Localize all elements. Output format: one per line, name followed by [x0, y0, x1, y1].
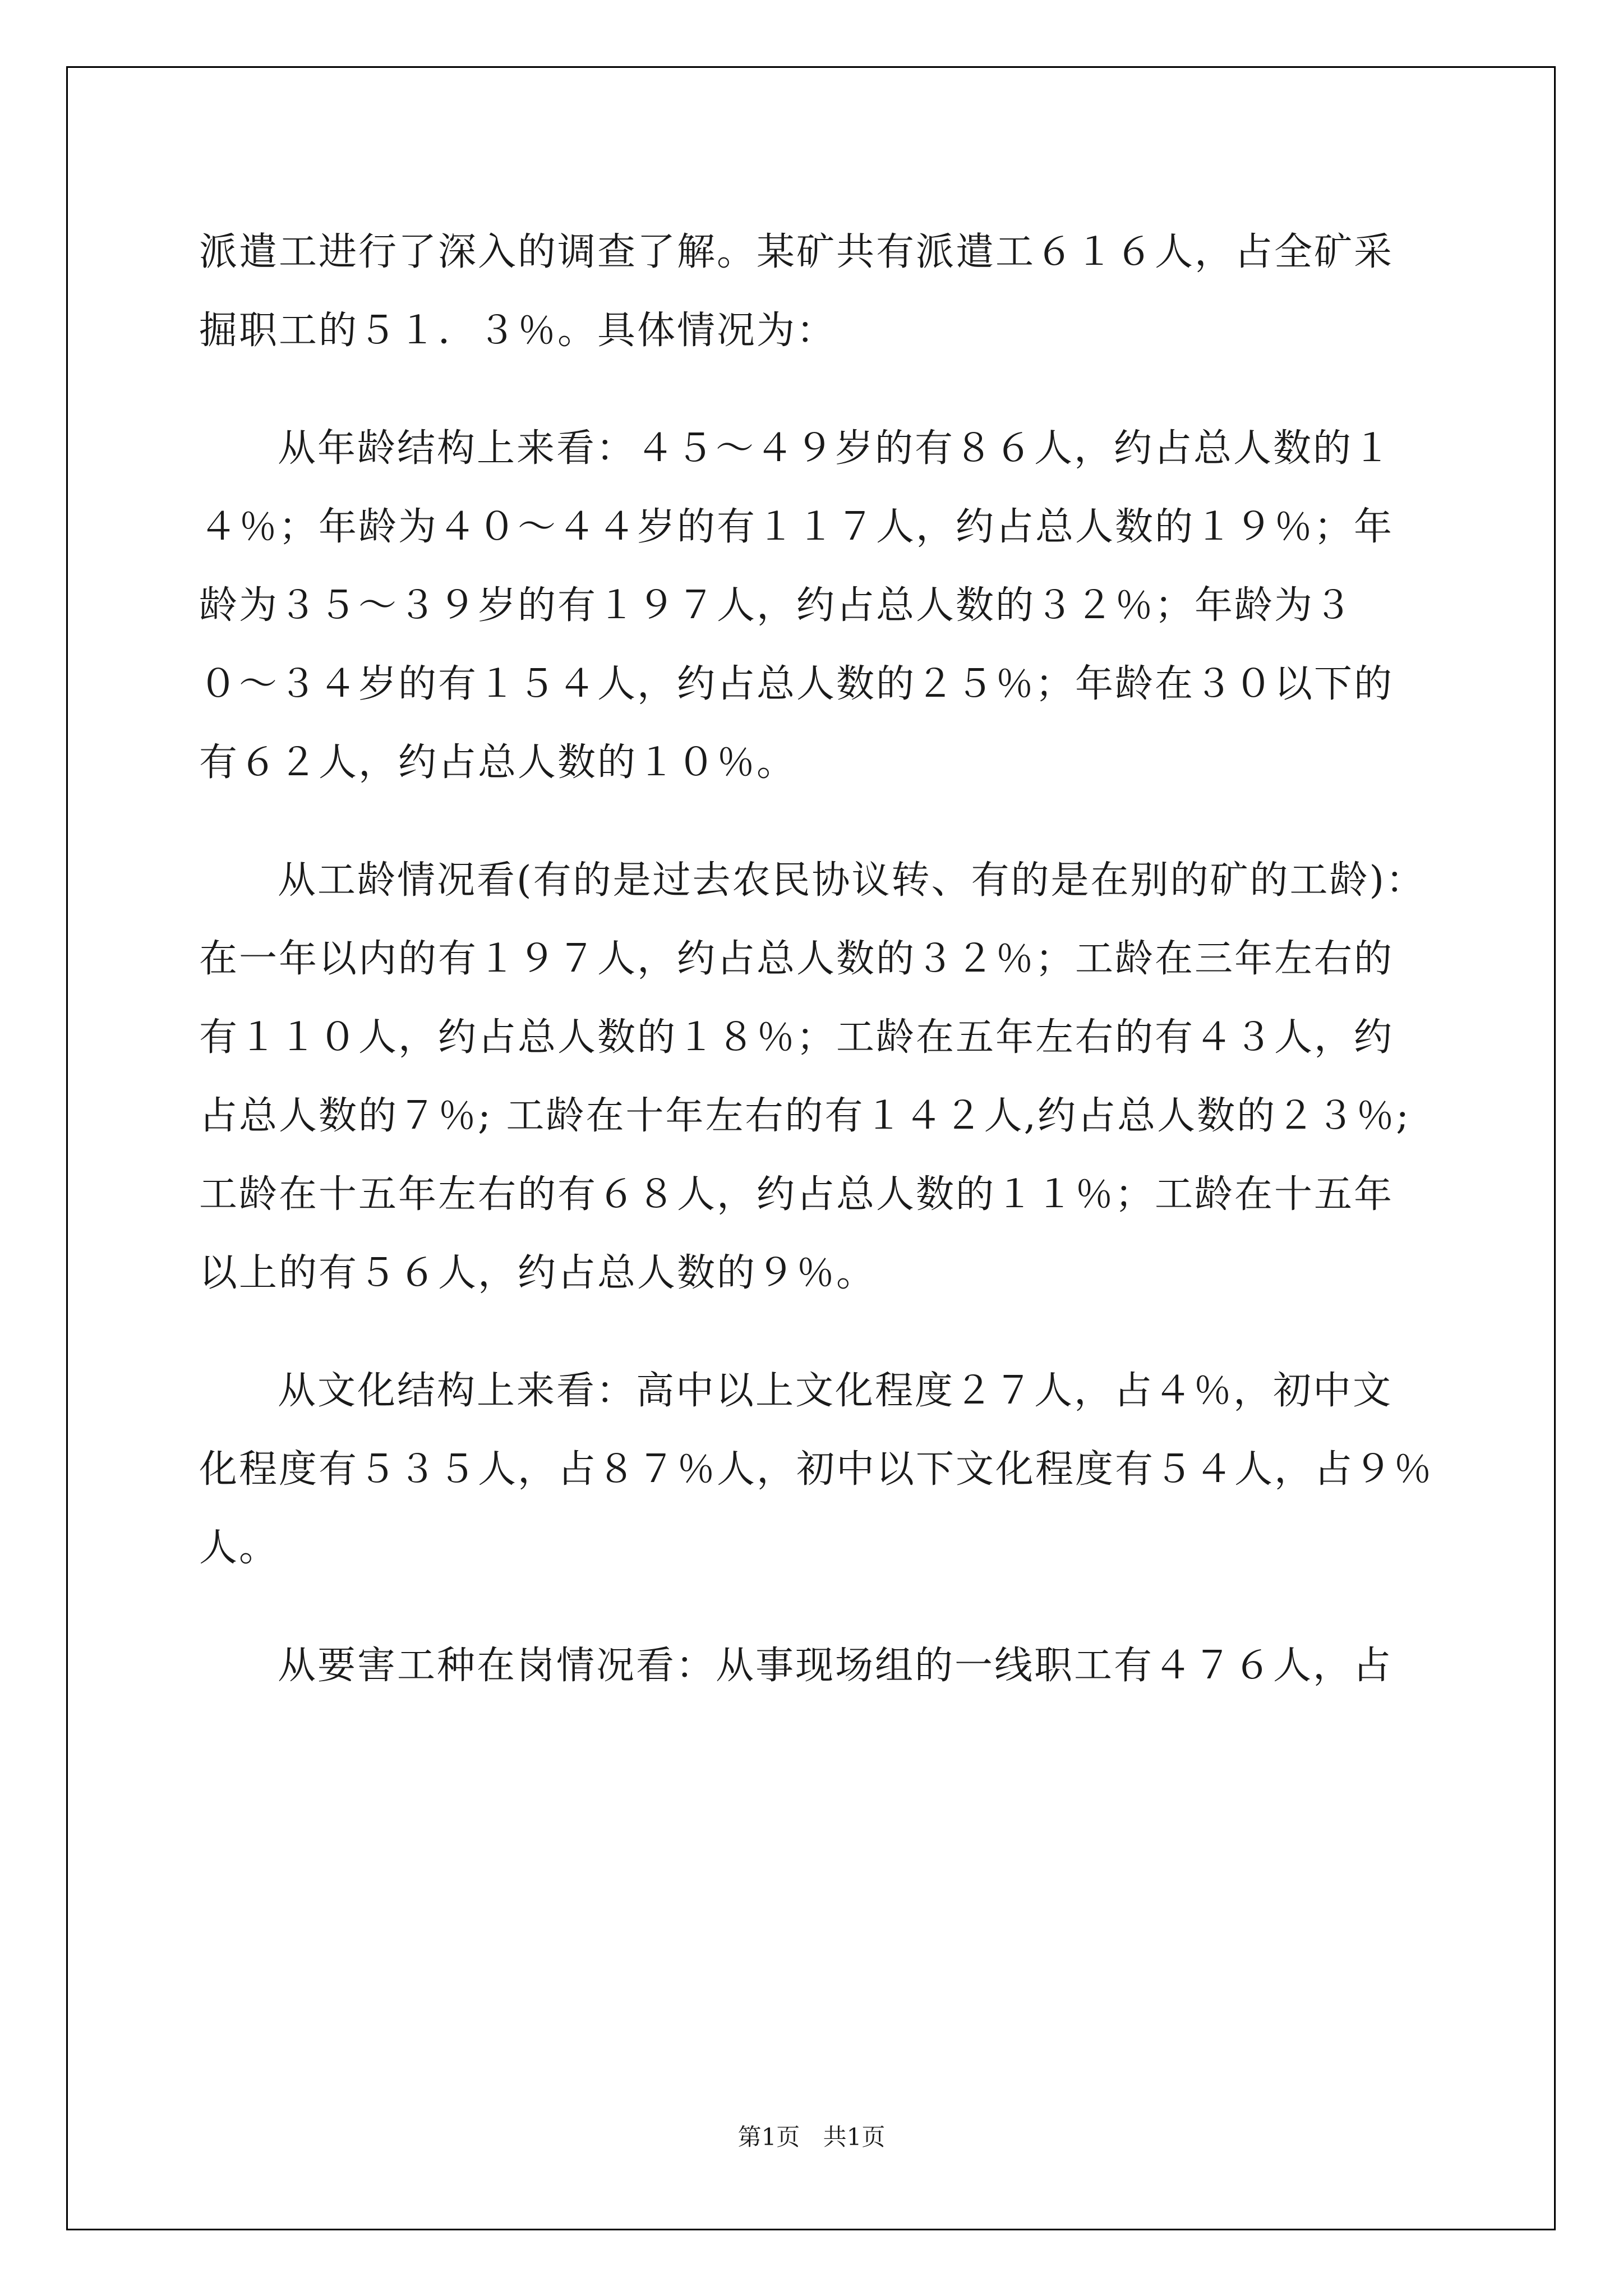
text-line: 龄为３５～３９岁的有１９７人，约占总人数的３２％；年龄为３ — [199, 583, 1354, 628]
text-line: 有１１０人，约占总人数的１８％；工龄在五年左右的有４３人，约 — [199, 1015, 1394, 1060]
text-line: 掘职工的５１．３％。具体情况为： — [199, 309, 837, 353]
text-line: 人。 — [199, 1526, 279, 1570]
page-footer — [0, 2120, 1623, 2154]
text-line: 工龄在十五年左右的有６８人，约占总人数的１１％；工龄在十五年 — [199, 1172, 1394, 1217]
text-line: 派遣工进行了深入的调查了解。某矿共有派遣工６１６人，占全矿采 — [199, 230, 1394, 274]
page-number: 第1页 — [737, 2123, 800, 2151]
page-border — [66, 66, 1556, 2230]
paragraph-start-line: 从文化结构上来看：高中以上文化程度２７人，占４％，初中文 — [278, 1369, 1393, 1413]
text-line: ０～３４岁的有１５４人，约占总人数的２５％；年龄在３０以下的 — [199, 662, 1394, 706]
text-line: 占总人数的７％; 工龄在十年左右的有１４２人,约占总人数的２３％; — [199, 1094, 1411, 1138]
paragraph-start-line: 从年龄结构上来看：４５～４９岁的有８６人，约占总人数的１ — [278, 426, 1393, 471]
text-line: 有６２人，约占总人数的１０％。 — [199, 740, 797, 785]
text-line: 化程度有５３５人，占８７％人，初中以下文化程度有５４人，占９％ — [199, 1447, 1434, 1492]
text-line: 以上的有５６人，约占总人数的９％。 — [199, 1251, 877, 1295]
paragraph-start-line: 从工龄情况看(有的是过去农民协议转、有的是在别的矿的工龄)： — [278, 858, 1426, 903]
text-line: ４％；年龄为４０～４４岁的有１１７人，约占总人数的１９％；年 — [199, 505, 1394, 549]
page-total: 共1页 — [823, 2123, 886, 2151]
text-line: 在一年以内的有１９７人，约占总人数的３２％；工龄在三年左右的 — [199, 937, 1394, 981]
paragraph-start-line: 从要害工种在岗情况看：从事现场组的一线职工有４７６人，占 — [278, 1644, 1393, 1688]
